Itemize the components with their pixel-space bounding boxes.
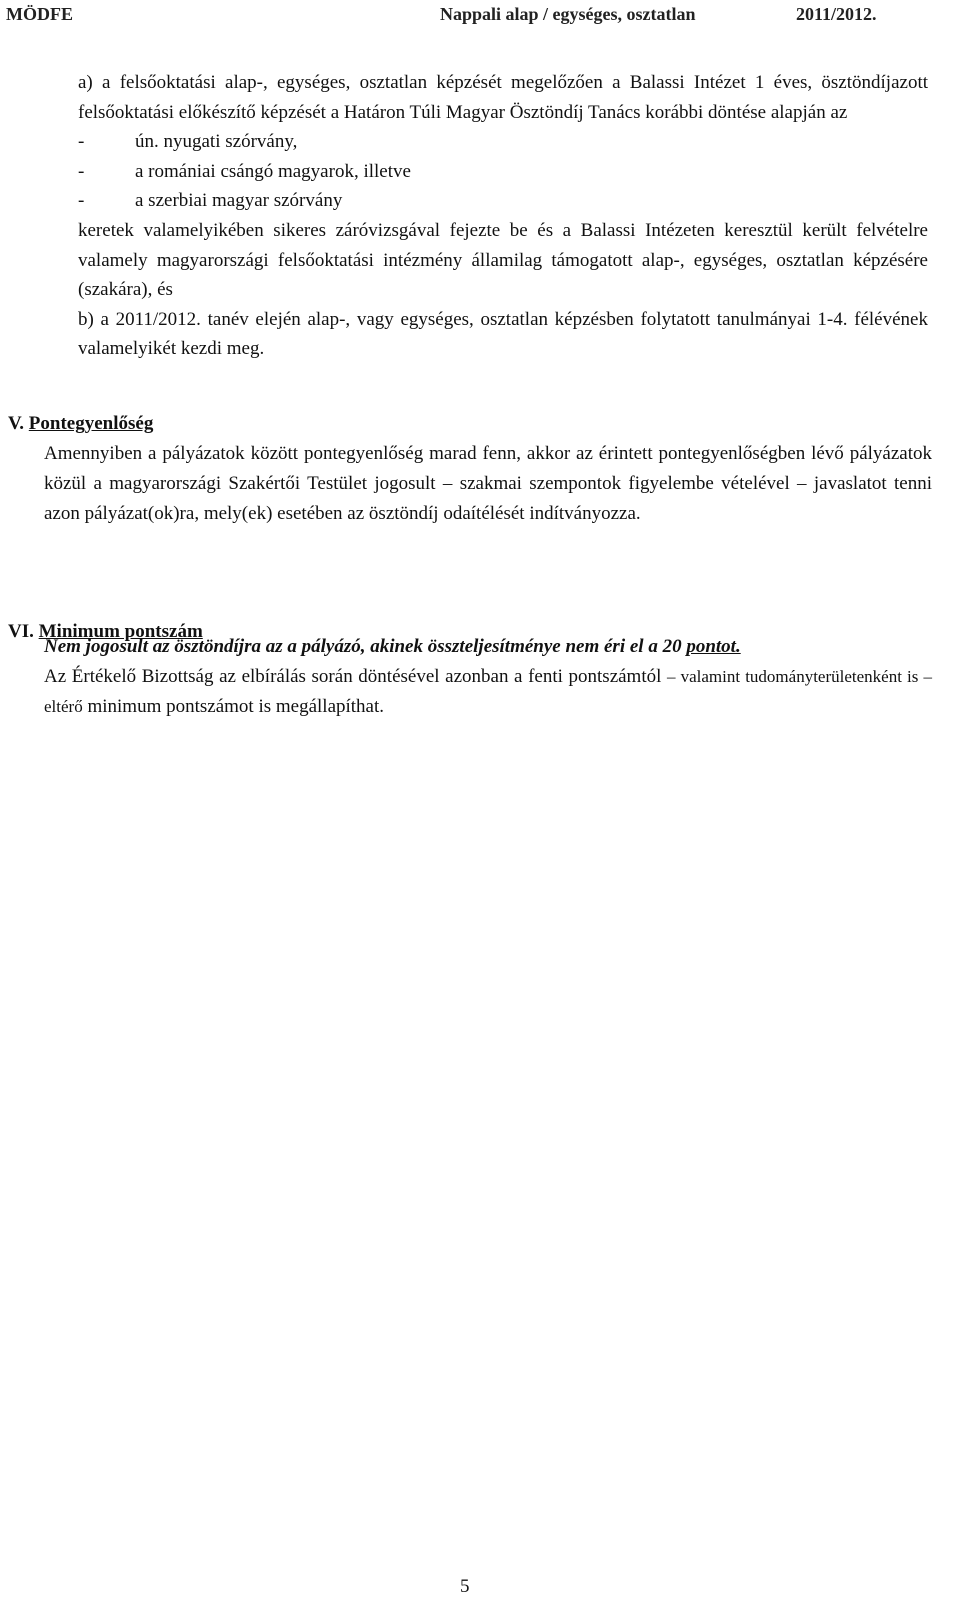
condition-a-text: a) a felsőoktatási alap-, egységes, osztatlan képzését megelőzően a Balassi Intézet 1 éves, ösztöndíjazott felsőoktatási előkészítő képzését a Határon Túli Magyar Ösztöndíj Tanács korábbi döntése alapján az [78, 72, 928, 123]
section-title: Minimum pontszám [38, 621, 203, 642]
section-body-tie [44, 439, 932, 529]
condition-a-continuation: keretek valamelyikében sikeres záróvizsgával fejezte be és a Balassi Intézeten keresztül került felvételre valamely magyarországi felsőoktatási intézmény államilag támogatott alap-, egységes, osztatlan képzésére (szakára), és [78, 219, 928, 301]
section-number: V. [8, 413, 25, 434]
list-item-text: a romániai csángó magyarok, illetve [135, 160, 411, 182]
section-title: Pontegyenlőség [28, 413, 154, 434]
section-heading-tie [8, 413, 153, 435]
header-program: Nappali alap / egységes, osztatlan [440, 4, 696, 24]
list-dash: - [78, 131, 85, 153]
list-item-text: a szerbiai magyar szórvány [135, 190, 343, 212]
list-item [78, 157, 928, 187]
list-item-text: ún. nyugati szórvány, [135, 131, 298, 153]
minimum-text-end: minimum pontszámot is megállapíthat. [87, 696, 385, 717]
page-header [0, 4, 960, 32]
emphasis-main: Nem jogosult az ösztöndíjra az a pályázó, akinek összteljesítménye nem éri el a 20 [44, 636, 682, 657]
header-organization: MÖDFE [6, 4, 73, 24]
emphasis-statement [44, 632, 932, 662]
condition-b-text: b) a 2011/2012. tanév elején alap-, vagy egységes, osztatlan képzésben folytatott tanulmányai 1-4. félévének valamelyikét kezdi meg. [78, 308, 928, 360]
list-item [78, 186, 928, 216]
section-number: VI. [8, 621, 34, 642]
eligibility-conditions [78, 68, 928, 364]
header-year: 2011/2012. [796, 4, 877, 24]
list-item [78, 127, 928, 157]
list-dash: - [78, 160, 85, 182]
tie-paragraph: Amennyiben a pályázatok között pontegyenlőség marad fenn, akkor az érintett pontegyenlőségben lévő pályázatok közül a magyarországi Szakértői Testület jogosult – szakmai szempontok figyelembe vételével – javaslatot tenni azon pályázat(ok)ra, mely(ek) esetében az ösztöndíj odaítélését indítványozza. [44, 443, 932, 524]
list-dash: - [78, 190, 85, 212]
section-body-minimum [44, 632, 932, 722]
emphasis-end: pontot. [686, 636, 741, 657]
minimum-text-small: – valamint tudományterületenként is – eltérő [44, 667, 932, 716]
minimum-text-start: Az Értékelő Bizottság az elbírálás során döntésével azonban a fenti pontszámtól [44, 666, 662, 687]
minimum-paragraph [44, 662, 932, 722]
page-number: 5 [460, 1576, 470, 1597]
